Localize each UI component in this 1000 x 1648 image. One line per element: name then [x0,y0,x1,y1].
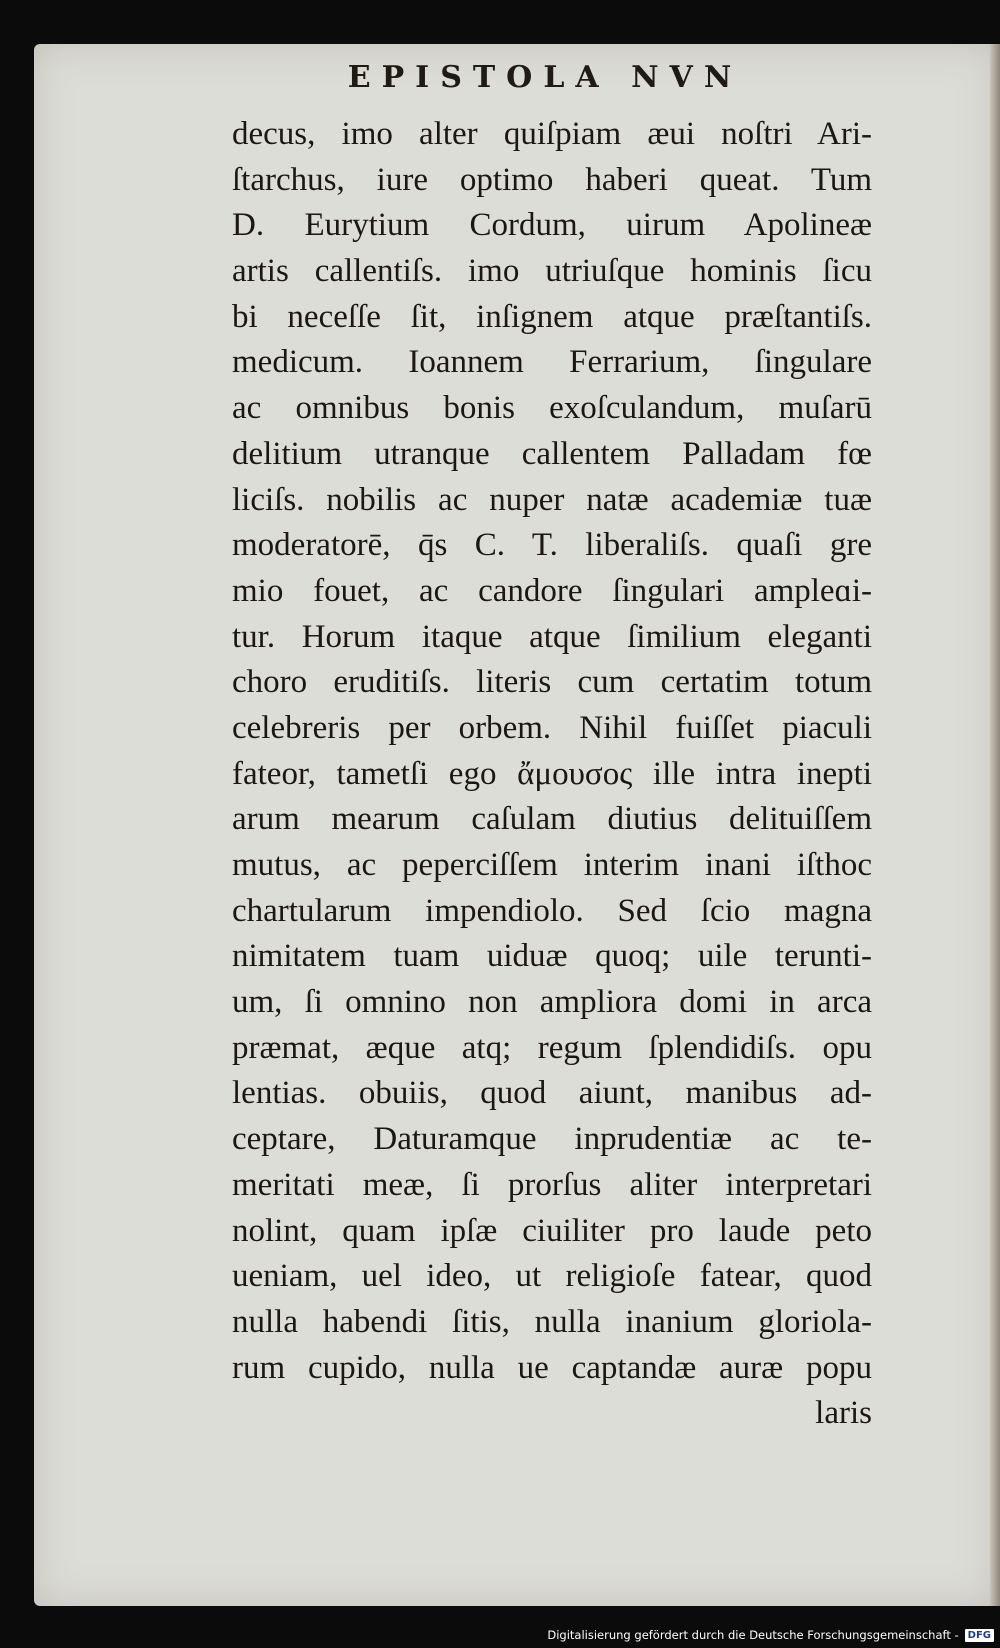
text-line: bi neceſſe ſit, inſignem atque præſtantiſs. [232,298,872,335]
text-line: mutus, ac peperciſſem interim inani iſthoc [232,847,872,883]
text-line: nolint, quam ipſæ ciuiliter pro laude peto [232,1212,872,1249]
text-line: D. Eurytium Cordum, uirum Apolineæ [232,207,872,244]
text-line: nimitatem tuam uiduæ quoq; uile terunti- [232,938,872,975]
text-line: decus, imo alter quiſpiam æui noſtri Ari- [232,116,872,152]
text-line: mio fouet, ac candore ſingulari ampleɑi- [232,572,872,609]
text-line: tur. Horum itaque atque ſimilium eleganti [232,618,872,655]
page-edge [990,44,1000,1606]
text-line: liciſs. nobilis ac nuper natæ academiæ tuæ [232,481,872,518]
text-line: ceptare, Daturamque inprudentiæ ac te- [232,1121,872,1158]
text-line: præmat, æque atq; regum ſplendidiſs. opu [232,1029,872,1066]
text-line: chartularum impendiolo. Sed ſcio magna [232,892,872,929]
text-line: meritati meæ, ſi prorſus aliter interpretari [232,1166,872,1203]
text-line: ſtarchus, iure optimo haberi queat. Tum [232,161,872,198]
text-line: celebreris per orbem. Nihil fuiſſet piaculi [232,709,872,746]
text-line: choro eruditiſs. literis cum certatim totum [232,664,872,701]
text-line: ueniam, uel ideo, ut religioſe fatear, quod [232,1258,872,1295]
dfg-logo: DFG [965,1629,994,1642]
text-line: rum cupido, nulla ue captandæ auræ popu [232,1349,872,1386]
body-text [232,112,872,1437]
text-line: um, ſi omnino non ampliora domi in arca [232,984,872,1021]
digitization-footer [547,1625,994,1645]
text-line: artis callentiſs. imo utriuſque hominis ſicu [232,253,872,290]
text-line: moderatorē, q̄s C. T. liberaliſs. quaſi gre [232,527,872,564]
catchword: laris [815,1395,872,1432]
text-line: arum mearum caſulam diutius delituiſſem [232,801,872,838]
text-line: fateor, tametſi ego ἄμουσος ille intra inepti [232,755,872,792]
text-line: medicum. Ioannem Ferrarium, ſingulare [232,344,872,381]
text-line: nulla habendi ſitis, nulla inanium gloriola- [232,1303,872,1340]
text-line: lentias. obuiis, quod aiunt, manibus ad- [232,1075,872,1112]
text-line: ac omnibus bonis exoſculandum, muſarū [232,390,872,427]
running-title: EPISTOLA NVN [347,60,743,95]
funding-note: Digitalisierung gefördert durch die Deutsche Forschungsgemeinschaft - [547,1628,959,1642]
text-line: delitium utranque callentem Palladam fœ [232,435,872,472]
